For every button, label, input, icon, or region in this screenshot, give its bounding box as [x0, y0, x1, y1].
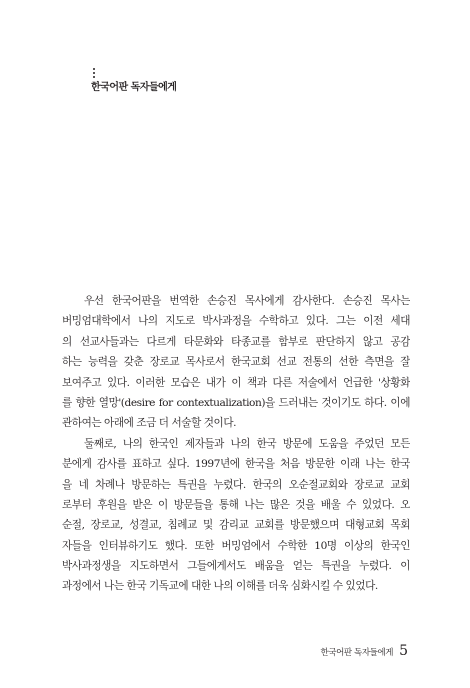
text-line: 의 선교사들과는 다르게 타문화와 타종교를 함부로 판단하지 않고 공감: [62, 335, 410, 348]
text-line: 둘째로, 나의 한국인 제자들과 나의 한국 방문에 도움을 주었던 모든: [84, 437, 410, 450]
text-line: 로부터 후원을 받은 이 방문들을 통해 나는 많은 것을 배울 수 있었다. 오: [62, 498, 410, 511]
text-line: 관하여는 아래에 조금 더 서술할 것이다.: [62, 417, 237, 430]
section-title: 한국어판 독자들에게: [91, 82, 177, 93]
text-line: 버밍엄대학에서 나의 지도로 박사과정을 수학하고 있다. 그는 이전 세대: [62, 315, 410, 328]
text-line: 을 네 차례나 방문하는 특권을 누렸다. 한국의 오순절교회와 장로교 교회: [62, 478, 410, 491]
text-line: 과정에서 나는 한국 기독교에 대한 나의 이해를 더욱 심화시킬 수 있었다.: [62, 580, 378, 593]
text-line: 하는 능력을 갖춘 장로교 목사로서 한국교회 선교 전통의 선한 측면을 잘: [62, 356, 410, 369]
running-footer: [320, 643, 408, 659]
text-line: 우선 한국어판을 번역한 손승진 목사에게 감사한다. 손승진 목사는: [84, 295, 410, 307]
text-line: 순절, 장로교, 성결교, 침례교 및 감리교 교회를 방문했으며 대형교회 목회: [62, 519, 410, 532]
paragraph: [62, 434, 410, 597]
text-line: 자들을 인터뷰하기도 했다. 또한 버밍엄에서 수학한 10명 이상의 한국인: [62, 539, 410, 552]
text-line: 분에게 감사를 표하고 싶다. 1997년에 한국을 처음 방문한 이래 나는 한국: [62, 458, 410, 471]
page-number: 5: [399, 643, 408, 659]
text-line: 보여주고 있다. 이러한 모습은 내가 이 책과 다른 저술에서 언급한 '상황화: [62, 376, 410, 389]
text-line: 박사과정생을 지도하면서 그들에게서도 배움을 얻는 특권을 누렸다. 이: [62, 560, 410, 573]
running-title: 한국어판 독자들에게: [320, 648, 394, 658]
paragraph: [62, 291, 410, 434]
body-text: [62, 291, 410, 597]
text-line: 를 향한 열망'(desire for contextualization)을 드러내는 것이기도 하다. 이에: [62, 396, 410, 409]
